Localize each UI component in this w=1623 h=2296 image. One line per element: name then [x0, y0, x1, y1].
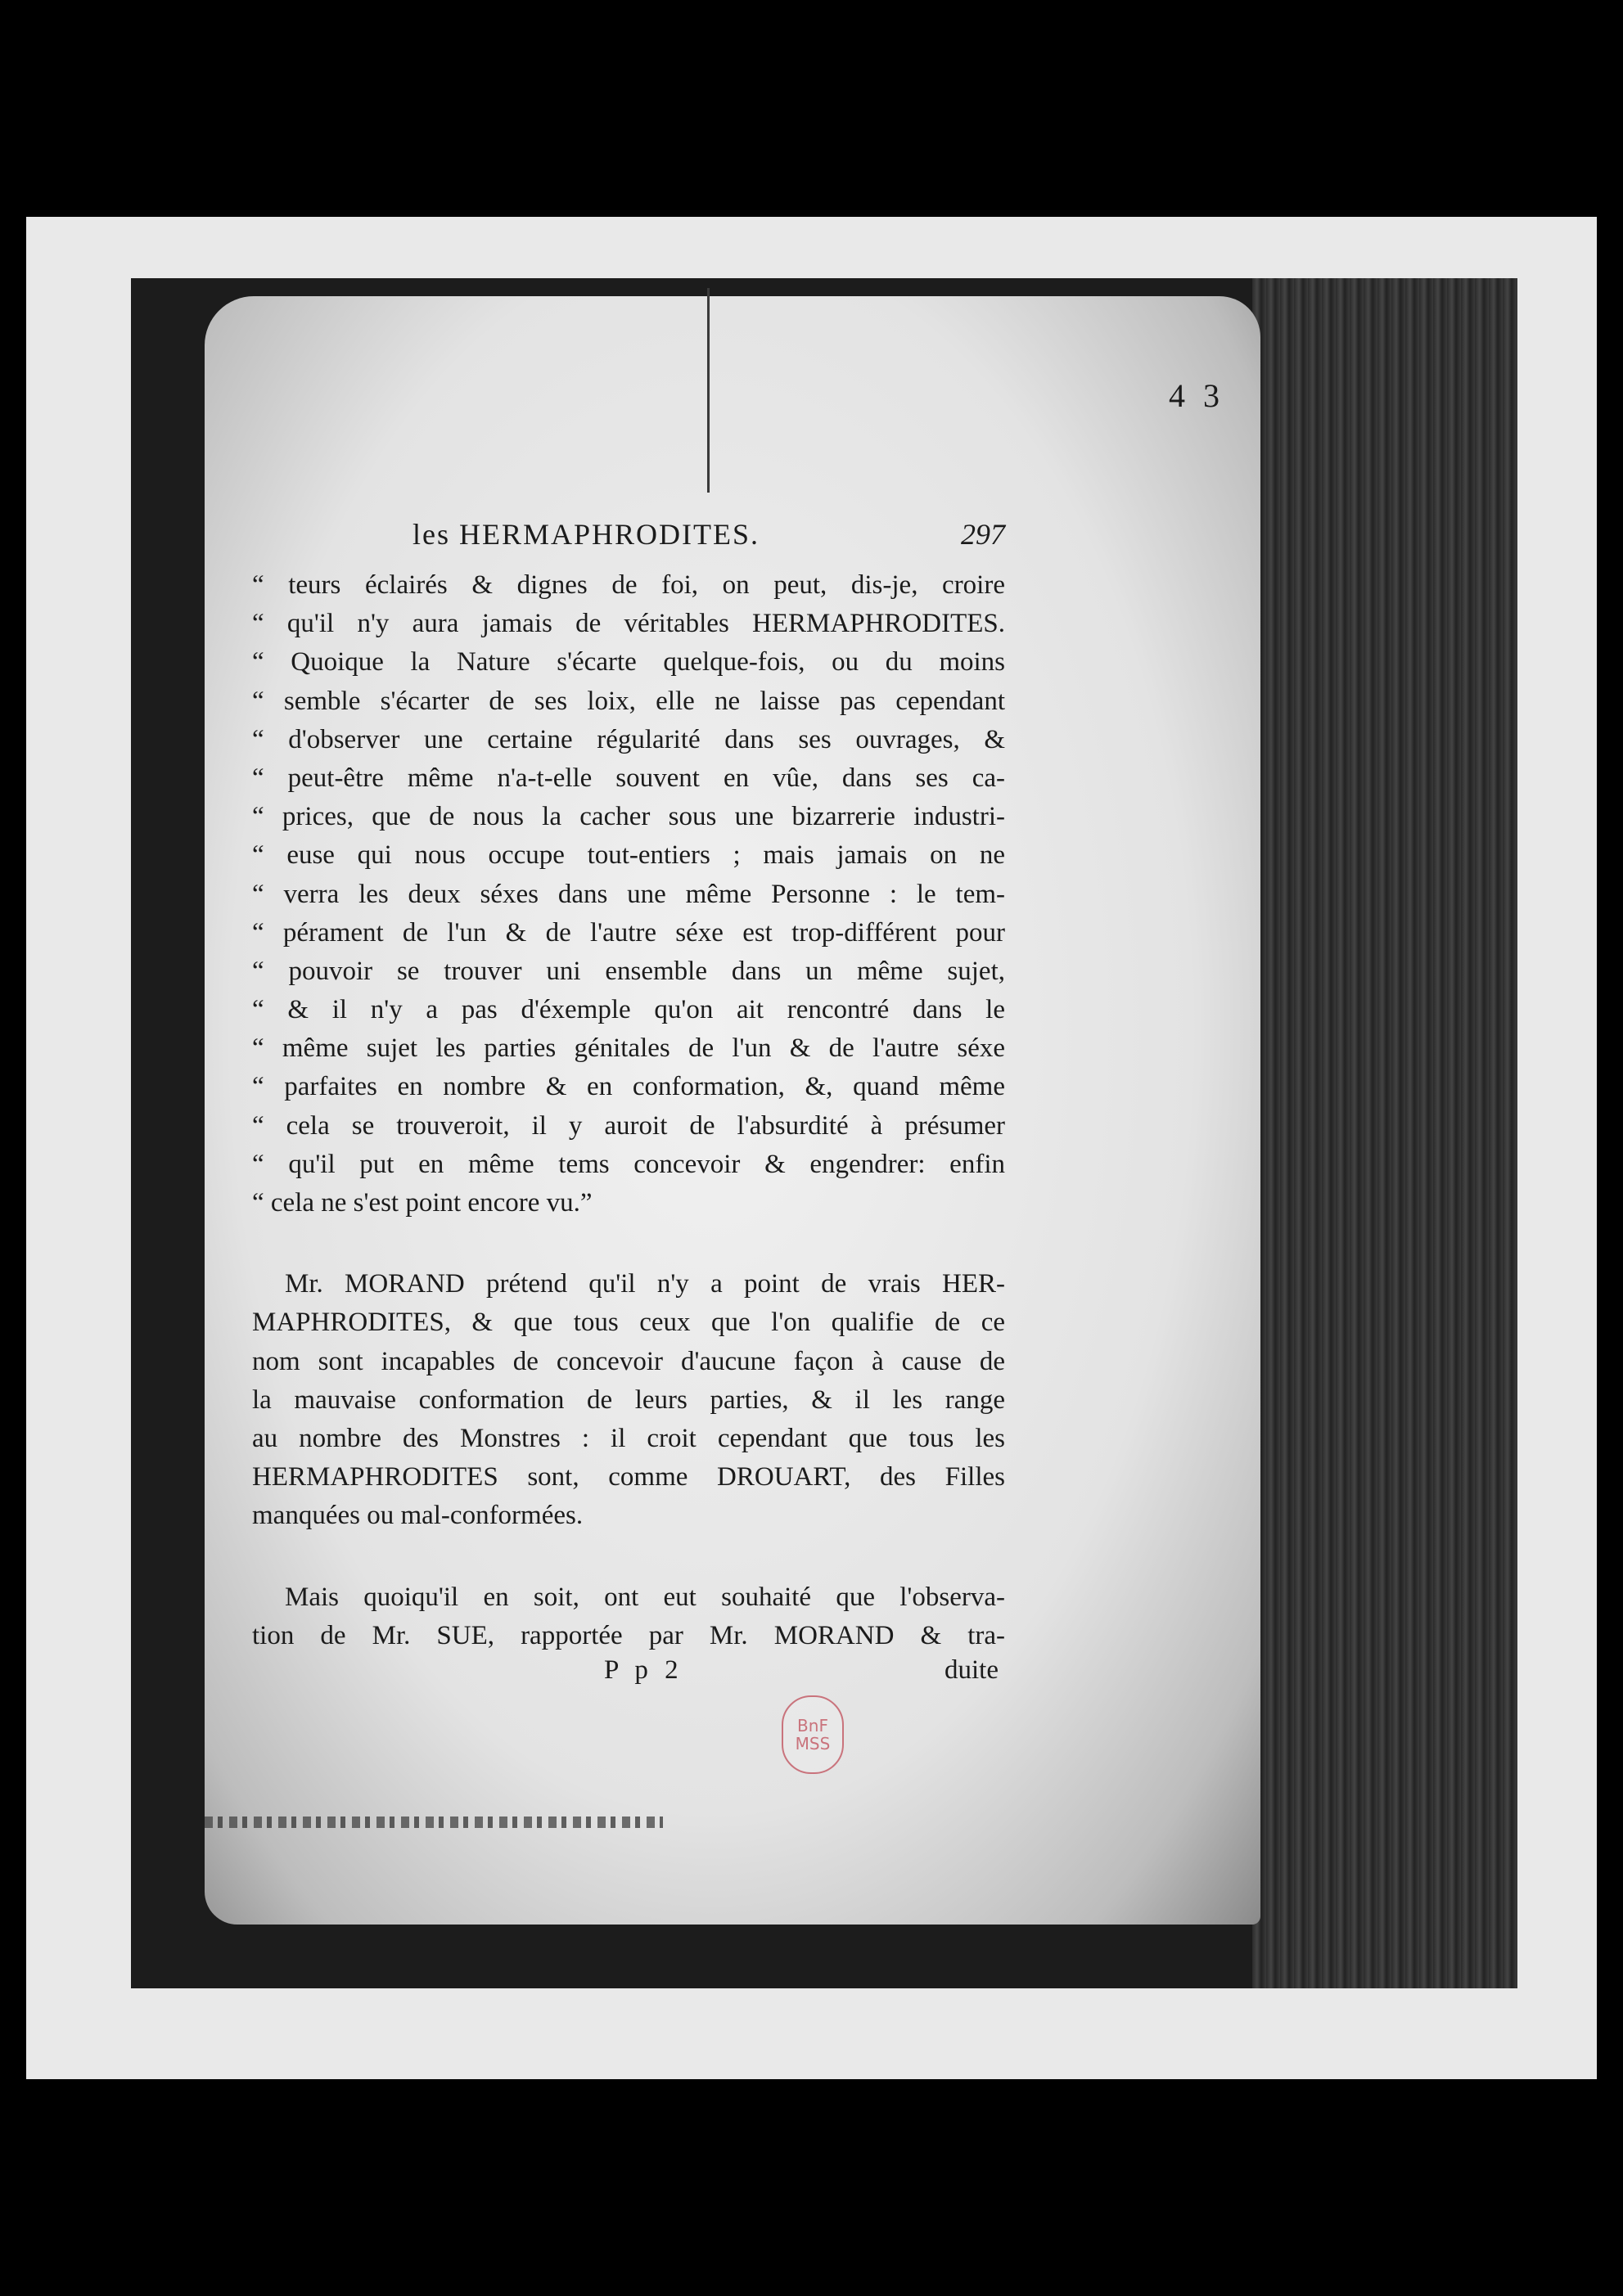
folio-number: 4 3 [1169, 377, 1224, 414]
text-line: Mr. MORAND prétend qu'il n'y a point de vrais HER- [285, 1269, 1005, 1299]
text-line: “ pérament de l'un & de l'autre séxe est trop-différent pour [252, 917, 1005, 948]
text-line: la mauvaise conformation de leurs parties, & il les range [252, 1384, 1005, 1415]
text-line: “ cela ne s'est point encore vu.” [252, 1188, 593, 1218]
text-line: “ pouvoir se trouver uni ensemble dans un même sujet, [252, 956, 1005, 986]
text-line: “ peut-être même n'a-t-elle souvent en vûe, dans ses ca- [252, 763, 1005, 793]
text-line: Mais quoiqu'il en soit, ont eut souhaité que l'observa- [285, 1582, 1005, 1612]
dark-edge-band [1252, 278, 1517, 1988]
text-line: “ qu'il put en même tems concevoir & engendrer: enfin [252, 1149, 1005, 1179]
text-line: “ parfaites en nombre & en conformation, &, quand même [252, 1072, 1005, 1102]
fold-line [707, 288, 710, 493]
text-line: “ qu'il n'y aura jamais de véritables HERMAPHRODITES. [252, 609, 1005, 639]
paragraph-gap [252, 1536, 1005, 1578]
printed-page [252, 517, 1005, 1694]
text-line: MAPHRODITES, & que tous ceux que l'on qualifie de ce [252, 1308, 1005, 1338]
paragraph-quote [252, 566, 1005, 1222]
page-footer [252, 1655, 1005, 1694]
library-stamp [782, 1695, 844, 1774]
stamp-line: MSS [795, 1734, 831, 1754]
text-line: nom sont incapables de concevoir d'aucune façon à cause de [252, 1346, 1005, 1376]
text-line: “ cela se trouveroit, il y auroit de l'absurdité à présumer [252, 1110, 1005, 1141]
text-line: HERMAPHRODITES sont, comme DROUART, des Filles [252, 1462, 1005, 1492]
running-head-title: les HERMAPHRODITES. [413, 518, 760, 551]
text-line: “ euse qui nous occupe tout-entiers ; mais jamais on ne [252, 840, 1005, 871]
text-line: au nombre des Monstres : il croit cependant que tous les [252, 1423, 1005, 1453]
text-line: tion de Mr. SUE, rapportée par Mr. MORAND & tra- [252, 1620, 1005, 1650]
text-line: “ Quoique la Nature s'écarte quelque-fois, ou du moins [252, 647, 1005, 678]
stamp-line: BnF [797, 1716, 828, 1736]
running-head [252, 517, 1005, 566]
bottom-scribble [205, 1817, 663, 1828]
text-line: “ teurs éclairés & dignes de foi, on peut, dis-je, croire [252, 570, 1005, 600]
paragraph-morand [252, 1265, 1005, 1535]
text-line: “ même sujet les parties génitales de l'un & de l'autre séxe [252, 1033, 1005, 1064]
text-line: “ d'observer une certaine régularité dans ses ouvrages, & [252, 724, 1005, 754]
text-line: manquées ou mal-conformées. [252, 1501, 584, 1531]
paragraph-gap [252, 1222, 1005, 1265]
paragraph-sue [252, 1578, 1005, 1655]
page-number: 297 [961, 518, 1005, 551]
text-line: “ verra les deux séxes dans une même Personne : le tem- [252, 879, 1005, 909]
catchword: duite [944, 1654, 999, 1685]
text-line: “ semble s'écarter de ses loix, elle ne laisse pas cependant [252, 686, 1005, 716]
text-line: “ & il n'y a pas d'éxemple qu'on ait rencontré dans le [252, 995, 1005, 1025]
signature-mark: P p 2 [604, 1654, 683, 1685]
text-line: “ prices, que de nous la cacher sous une bizarrerie industri- [252, 802, 1005, 832]
